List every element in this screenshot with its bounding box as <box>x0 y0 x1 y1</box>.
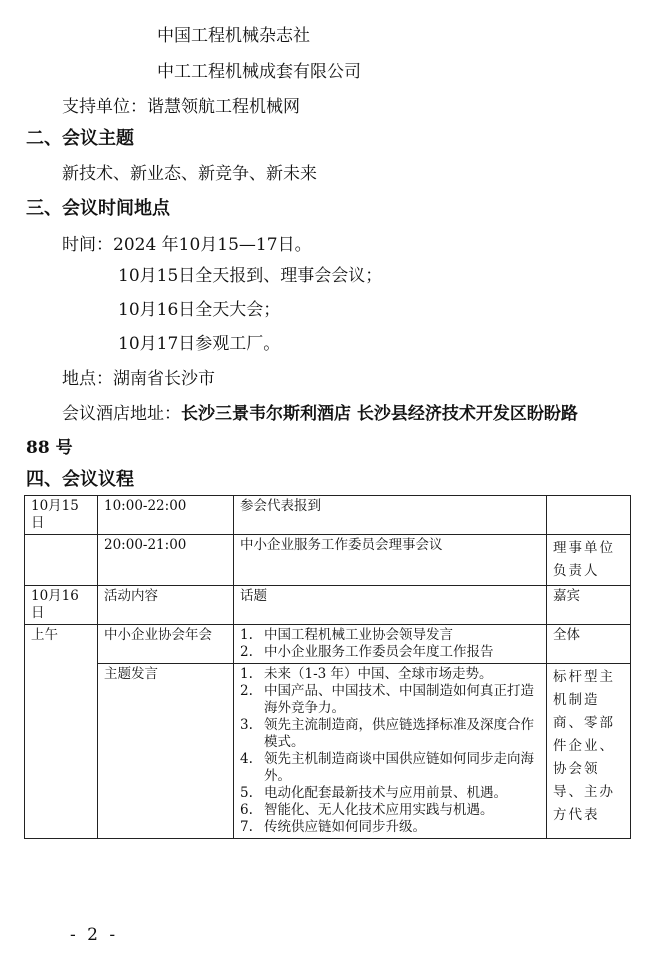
time-cell: 10:00-22:00 <box>98 496 234 535</box>
guest-cell: 全体 <box>547 625 631 664</box>
time-label: 时间： <box>62 235 113 255</box>
hotel-line <box>62 403 578 425</box>
item-text: 电动化配套最新技术与应用前景、机遇。 <box>264 785 507 801</box>
page-number: - 2 - <box>70 925 119 945</box>
activity-cell: 主题发言 <box>98 664 234 839</box>
section-3-heading: 三、会议时间地点 <box>26 198 170 219</box>
column-header: 嘉宾 <box>547 586 631 625</box>
place-label: 地点： <box>62 369 113 389</box>
schedule-item: 10月16日全天大会； <box>118 300 281 320</box>
item-number: 2. <box>240 683 253 699</box>
guest-cell: 标杆型主机制造商、零部件企业、协会领导、主办方代表 <box>547 664 631 839</box>
list-item <box>240 802 540 819</box>
schedule-item: 10月17日参观工厂。 <box>118 334 281 354</box>
guest-cell: 理事单位负责人 <box>547 535 631 586</box>
table-row <box>25 625 631 664</box>
support-line <box>62 96 300 118</box>
schedule-item: 10月15日全天报到、理事会会议； <box>118 266 383 286</box>
time-cell: 20:00-21:00 <box>98 535 234 586</box>
place-value: 湖南省长沙市 <box>113 369 215 389</box>
item-number: 4. <box>240 751 253 767</box>
item-number: 2. <box>240 644 253 660</box>
item-text: 中小企业服务工作委员会年度工作报告 <box>264 644 494 660</box>
time-line <box>62 234 312 256</box>
hotel-label: 会议酒店地址： <box>62 404 181 424</box>
topic-list <box>240 666 540 836</box>
hotel-address-cont: 88 号 <box>26 438 73 458</box>
guest-cell <box>547 496 631 535</box>
list-item <box>240 666 540 683</box>
item-number: 3. <box>240 717 253 733</box>
time-value: 2024 年10月15—17日。 <box>113 235 312 255</box>
activity-cell: 中小企业协会年会 <box>98 625 234 664</box>
section-2-heading: 二、会议主题 <box>26 128 134 149</box>
item-text: 领先主流制造商，供应链选择标准及深度合作模式。 <box>264 717 534 750</box>
date-cell: 10月15日 <box>25 496 98 535</box>
item-number: 1. <box>240 666 253 682</box>
item-text: 中国工程机械工业协会领导发言 <box>264 627 453 643</box>
date-cell: 10月16日 <box>25 586 98 625</box>
item-number: 5. <box>240 785 253 801</box>
item-number: 6. <box>240 802 253 818</box>
table-row <box>25 586 631 625</box>
list-item <box>240 683 540 717</box>
item-text: 领先主机制造商谈中国供应链如何同步走向海外。 <box>264 751 534 784</box>
list-item <box>240 785 540 802</box>
item-text: 未来（1-3 年）中国、全球市场走势。 <box>264 666 493 682</box>
table-row <box>25 535 631 586</box>
list-item <box>240 717 540 751</box>
agenda-table <box>24 495 631 839</box>
column-header: 活动内容 <box>98 586 234 625</box>
hotel-address: 长沙三景韦尔斯利酒店 长沙县经济技术开发区盼盼路 <box>181 404 578 424</box>
topics-cell <box>234 664 547 839</box>
place-line <box>62 368 215 390</box>
section-4-heading: 四、会议议程 <box>26 469 134 490</box>
table-row <box>25 496 631 535</box>
item-number: 1. <box>240 627 253 643</box>
topic-list <box>240 627 540 661</box>
item-text: 传统供应链如何同步升级。 <box>264 819 426 835</box>
list-item <box>240 627 540 644</box>
item-text: 中国产品、中国技术、中国制造如何真正打造海外竞争力。 <box>264 683 534 716</box>
organizer-1: 中国工程机械杂志社 <box>157 26 310 46</box>
table-row <box>25 664 631 839</box>
list-item <box>240 819 540 836</box>
list-item <box>240 751 540 785</box>
topic-cell: 参会代表报到 <box>234 496 547 535</box>
topic-cell: 中小企业服务工作委员会理事会议 <box>234 535 547 586</box>
item-number: 7. <box>240 819 253 835</box>
support-label: 支持单位： <box>62 97 147 117</box>
organizer-2: 中工工程机械成套有限公司 <box>157 62 361 82</box>
column-header: 话题 <box>234 586 547 625</box>
topics-cell <box>234 625 547 664</box>
support-value: 谐慧领航工程机械网 <box>147 97 300 117</box>
item-text: 智能化、无人化技术应用实践与机遇。 <box>264 802 494 818</box>
date-cell <box>25 535 98 586</box>
section-2-text: 新技术、新业态、新竞争、新未来 <box>62 164 317 184</box>
period-cell: 上午 <box>25 625 98 839</box>
list-item <box>240 644 540 661</box>
